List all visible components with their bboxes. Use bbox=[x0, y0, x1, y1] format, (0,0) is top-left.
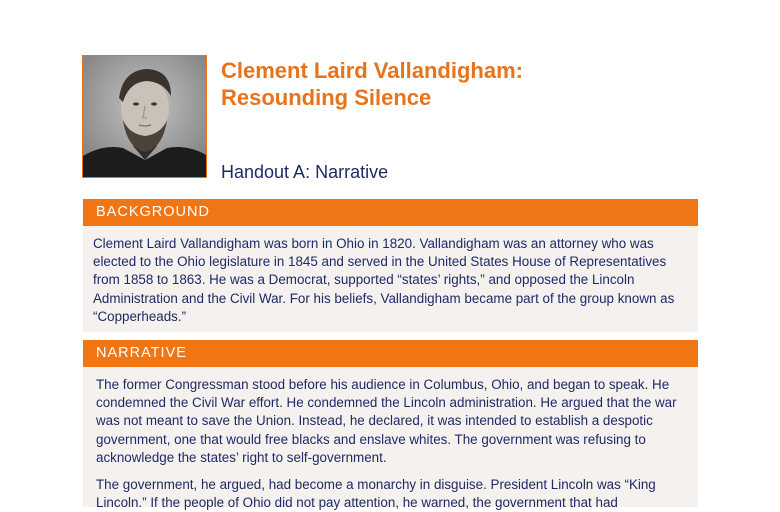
narrative-panel bbox=[83, 367, 698, 511]
narrative-paragraph-2: The government, he argued, had become a monarchy in disguise. President Lincoln was “King Lincoln.” If the people of Ohio did not pay attention, he warned, the government that had bbox=[96, 477, 656, 511]
background-panel bbox=[83, 226, 698, 332]
handout-subtitle: Handout A: Narrative bbox=[221, 162, 389, 182]
background-heading: BACKGROUND bbox=[83, 199, 698, 226]
page-title bbox=[221, 57, 523, 111]
narrative-paragraph-1: The former Congressman stood before his audience in Columbus, Ohio, and began to speak. He condemned the Civil War effort. He condemned the Lincoln administration. He argued that the war was not meant to save the Union. Instead, he declared, it was intended to establish a despotic government, one that would free blacks and enslave whites. The government was refusing to acknowledge the states’ right to self-government. bbox=[96, 377, 677, 465]
narrative-heading: NARRATIVE bbox=[83, 340, 698, 367]
title-line-1: Clement Laird Vallandigham: bbox=[221, 58, 523, 83]
portrait-image bbox=[83, 56, 207, 178]
title-line-2: Resounding Silence bbox=[221, 85, 432, 110]
portrait-photo bbox=[82, 55, 207, 178]
background-paragraph: Clement Laird Vallandigham was born in Ohio in 1820. Vallandigham was an attorney who was elected to the Ohio legislature in 1845 and served in the United States House of Representatives from 1858 to 1863. He was a Democrat, supported “states’ rights,” and opposed the Lincoln Administration and the Civil War. For his beliefs, Vallandigham became part of the group known as “Copperheads.” bbox=[93, 236, 675, 324]
